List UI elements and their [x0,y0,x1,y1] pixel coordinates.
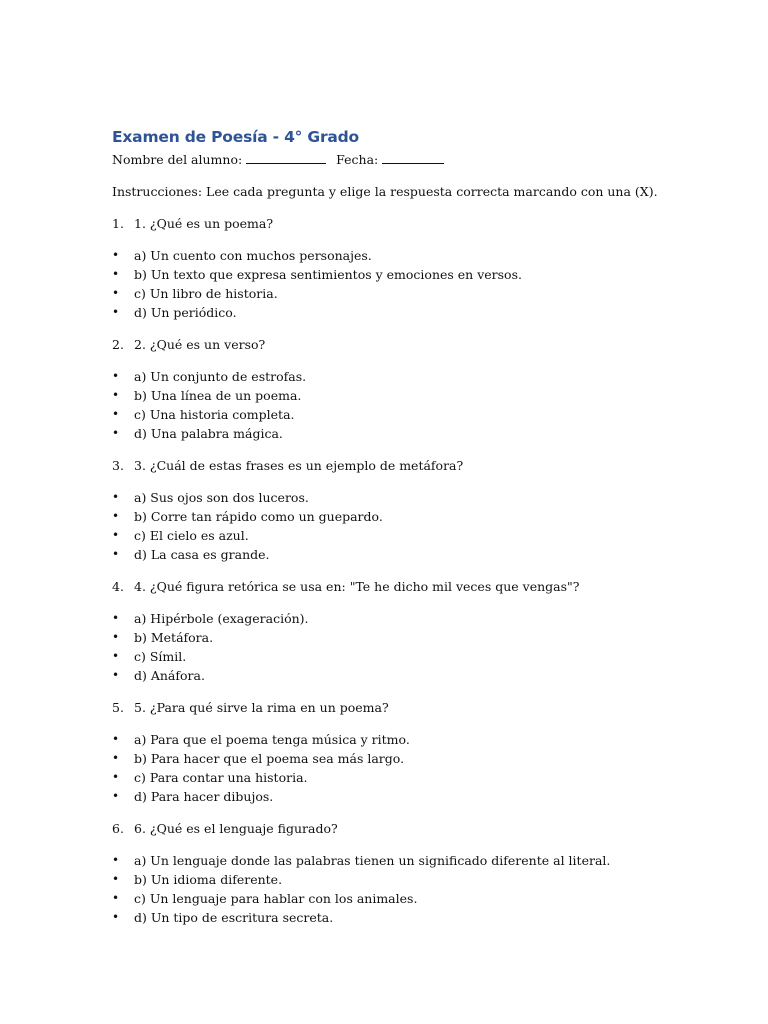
bullet-icon: • [112,732,120,746]
student-info-line [112,150,732,170]
bullet-icon: • [112,509,120,523]
answer-option [112,405,732,424]
answer-option-text: a) Sus ojos son dos luceros. [134,490,309,505]
bullet-icon: • [112,789,120,803]
answer-option [112,730,732,749]
answer-options-5 [112,730,732,806]
bullet-icon: • [112,751,120,765]
answer-option-text: b) Para hacer que el poema sea más largo. [134,751,405,766]
answer-option-text: c) Símil. [134,649,187,664]
question-1 [112,214,732,233]
answer-option-text: b) Metáfora. [134,630,214,645]
bullet-icon: • [112,872,120,886]
answer-option [112,367,732,386]
question-number: 6. [112,821,124,836]
bullet-icon: • [112,668,120,682]
answer-option [112,628,732,647]
question-2 [112,335,732,354]
bullet-icon: • [112,490,120,504]
answer-option [112,609,732,628]
answer-option [112,265,732,284]
answer-option-text: d) Anáfora. [134,668,205,683]
answer-option-text: c) Un libro de historia. [134,286,278,301]
answer-option [112,488,732,507]
student-name-label: Nombre del alumno: [112,152,247,167]
bullet-icon: • [112,630,120,644]
answer-option [112,386,732,405]
question-text: 6. ¿Qué es el lenguaje figurado? [134,821,338,836]
bullet-icon: • [112,910,120,924]
instructions-text: Instrucciones: Lee cada pregunta y elige la respuesta correcta marcando con una (X). [112,184,658,199]
question-number: 4. [112,579,124,594]
answer-option-text: c) Un lenguaje para hablar con los animales. [134,891,418,906]
bullet-icon: • [112,528,120,542]
bullet-icon: • [112,407,120,421]
date-label: Fecha: [336,152,383,167]
answer-option [112,666,732,685]
bullet-icon: • [112,770,120,784]
document-title: Examen de Poesía - 4° Grado [112,128,359,146]
question-text: 3. ¿Cuál de estas frases es un ejemplo de metáfora? [134,458,464,473]
question-text: 2. ¿Qué es un verso? [134,337,266,352]
document-page [112,124,732,940]
answer-options-4 [112,609,732,685]
answer-option-text: c) Una historia completa. [134,407,295,422]
question-3 [112,456,732,475]
answer-option [112,851,732,870]
answer-option [112,424,732,443]
answer-options-6 [112,851,732,927]
answer-option-text: a) Un conjunto de estrofas. [134,369,307,384]
answer-option-text: d) Una palabra mágica. [134,426,283,441]
answer-option-text: a) Un cuento con muchos personajes. [134,248,372,263]
answer-option-text: b) Un idioma diferente. [134,872,283,887]
bullet-icon: • [112,248,120,262]
question-5 [112,698,732,717]
answer-option [112,889,732,908]
answer-option-text: b) Corre tan rápido como un guepardo. [134,509,383,524]
answer-options-2 [112,367,732,443]
answer-option-text: d) Un tipo de escritura secreta. [134,910,334,925]
answer-options-3 [112,488,732,564]
answer-options-1 [112,246,732,322]
answer-option-text: d) Para hacer dibujos. [134,789,274,804]
question-text: 1. ¿Qué es un poema? [134,216,274,231]
answer-option [112,507,732,526]
answer-option [112,908,732,927]
question-text: 5. ¿Para qué sirve la rima en un poema? [134,700,389,715]
answer-option [112,647,732,666]
bullet-icon: • [112,267,120,281]
student-name-blank [246,152,326,164]
answer-option-text: d) Un periódico. [134,305,237,320]
answer-option [112,787,732,806]
answer-option [112,246,732,265]
bullet-icon: • [112,547,120,561]
answer-option [112,768,732,787]
bullet-icon: • [112,286,120,300]
questions-list [112,214,732,927]
date-blank [382,152,444,164]
answer-option [112,545,732,564]
answer-option-text: b) Una línea de un poema. [134,388,302,403]
question-6 [112,819,732,838]
answer-option-text: a) Hipérbole (exageración). [134,611,309,626]
bullet-icon: • [112,388,120,402]
bullet-icon: • [112,891,120,905]
answer-option-text: d) La casa es grande. [134,547,270,562]
answer-option [112,870,732,889]
answer-option [112,526,732,545]
bullet-icon: • [112,426,120,440]
question-text: 4. ¿Qué figura retórica se usa en: "Te he dicho mil veces que vengas"? [134,579,580,594]
bullet-icon: • [112,305,120,319]
answer-option [112,284,732,303]
bullet-icon: • [112,649,120,663]
answer-option-text: c) Para contar una historia. [134,770,308,785]
answer-option-text: a) Un lenguaje donde las palabras tienen un significado diferente al literal. [134,853,611,868]
question-number: 2. [112,337,124,352]
answer-option-text: c) El cielo es azul. [134,528,249,543]
answer-option [112,749,732,768]
question-number: 3. [112,458,124,473]
bullet-icon: • [112,611,120,625]
question-4 [112,577,732,596]
bullet-icon: • [112,853,120,867]
question-number: 1. [112,216,124,231]
question-number: 5. [112,700,124,715]
answer-option-text: a) Para que el poema tenga música y ritmo. [134,732,410,747]
answer-option-text: b) Un texto que expresa sentimientos y emociones en versos. [134,267,522,282]
answer-option [112,303,732,322]
bullet-icon: • [112,369,120,383]
